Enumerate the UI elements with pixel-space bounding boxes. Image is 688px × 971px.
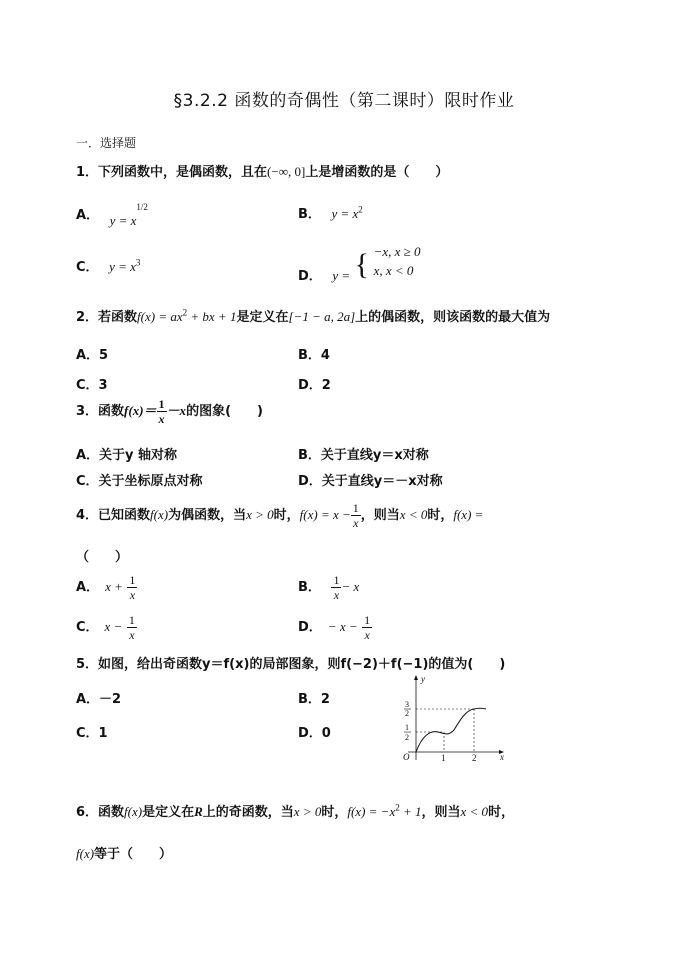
question-1-stem: 1．下列函数中，是偶函数，且在(−∞, 0]上是增函数的是（ ） bbox=[76, 164, 449, 180]
question-5-option-b: B．2 bbox=[298, 692, 330, 707]
x-tick-1: 1 bbox=[441, 753, 446, 763]
question-3-stem: 3．函数f(x)＝ $\frac{1}{x}$ －x的图象( ) bbox=[76, 397, 263, 426]
y-axis-label: y bbox=[421, 674, 425, 684]
question-6-stem: 6．函数f(x)是定义在R上的奇函数，当x > 0时，$f(x) = -x^2 + 1$，则当x < 0时， bbox=[76, 802, 515, 820]
y-axis-arrow bbox=[414, 675, 418, 680]
question-4-option-b: B． $\frac{1}{x}$ − x bbox=[298, 573, 360, 602]
question-3-option-c: C．关于坐标原点对称 bbox=[76, 474, 203, 489]
function-curve bbox=[416, 708, 486, 752]
question-5-option-c: C．1 bbox=[76, 726, 108, 741]
question-4-stem: 4．已知函数f(x)为偶函数，当x > 0时，f(x) = x − $\frac{1}{x}$ ，则当x < 0时，f(x) = bbox=[76, 501, 484, 530]
question-5-option-d: D．0 bbox=[298, 726, 331, 741]
question-5-graph bbox=[380, 672, 510, 764]
question-4-option-a: A． x + $\frac{1}{x}$ bbox=[76, 573, 136, 602]
y-tick-high-den: 2 bbox=[405, 709, 409, 718]
question-1-option-b: B． $y = x^2$ bbox=[298, 204, 363, 222]
x-tick-2: 2 bbox=[472, 753, 477, 763]
origin-label: O bbox=[403, 752, 410, 762]
question-2-stem: 2．若函数$f(x) = ax^2$ + bx + 1是定义在[−1 − a, 2a]上的偶函数，则该函数的最大值为 bbox=[76, 307, 551, 325]
question-4-option-d: D． − x − $\frac{1}{x}$ bbox=[298, 613, 371, 642]
x-axis-label: x bbox=[500, 752, 504, 762]
section-heading: 一．选择题 bbox=[76, 136, 137, 150]
question-2-option-d: D．2 bbox=[298, 378, 331, 393]
y-tick-high-num: 3 bbox=[405, 700, 409, 709]
question-5-option-a: A．－2 bbox=[76, 692, 122, 707]
question-6-line2: f(x)等于（ ） bbox=[76, 846, 173, 862]
y-tick-low-num: 1 bbox=[405, 723, 409, 732]
question-1-option-a: A． $y = x^{1/2}$ bbox=[76, 201, 148, 228]
question-3-option-b: B．关于直线y＝x对称 bbox=[298, 448, 429, 463]
question-2-option-a: A．5 bbox=[76, 348, 109, 363]
question-1-option-c: C． $y = x^3$ bbox=[76, 257, 141, 275]
question-2-option-c: C．3 bbox=[76, 378, 108, 393]
question-4-option-c: C． x − $\frac{1}{x}$ bbox=[76, 613, 135, 642]
question-1-option-d: D． y = { −x, x ≥ 0 x, x < 0 bbox=[298, 244, 421, 284]
page-title: §3.2.2 函数的奇偶性（第二课时）限时作业 bbox=[173, 91, 515, 111]
question-2-option-b: B．4 bbox=[298, 348, 330, 363]
y-tick-low-den: 2 bbox=[405, 733, 409, 742]
question-5-stem: 5．如图，给出奇函数y＝f(x)的局部图象，则f(−2)＋f(−1)的值为( ) bbox=[76, 657, 506, 672]
question-4-blank: （ ） bbox=[76, 550, 129, 565]
question-3-option-a: A．关于y 轴对称 bbox=[76, 448, 178, 463]
question-3-option-d: D．关于直线y＝－x对称 bbox=[298, 474, 443, 489]
